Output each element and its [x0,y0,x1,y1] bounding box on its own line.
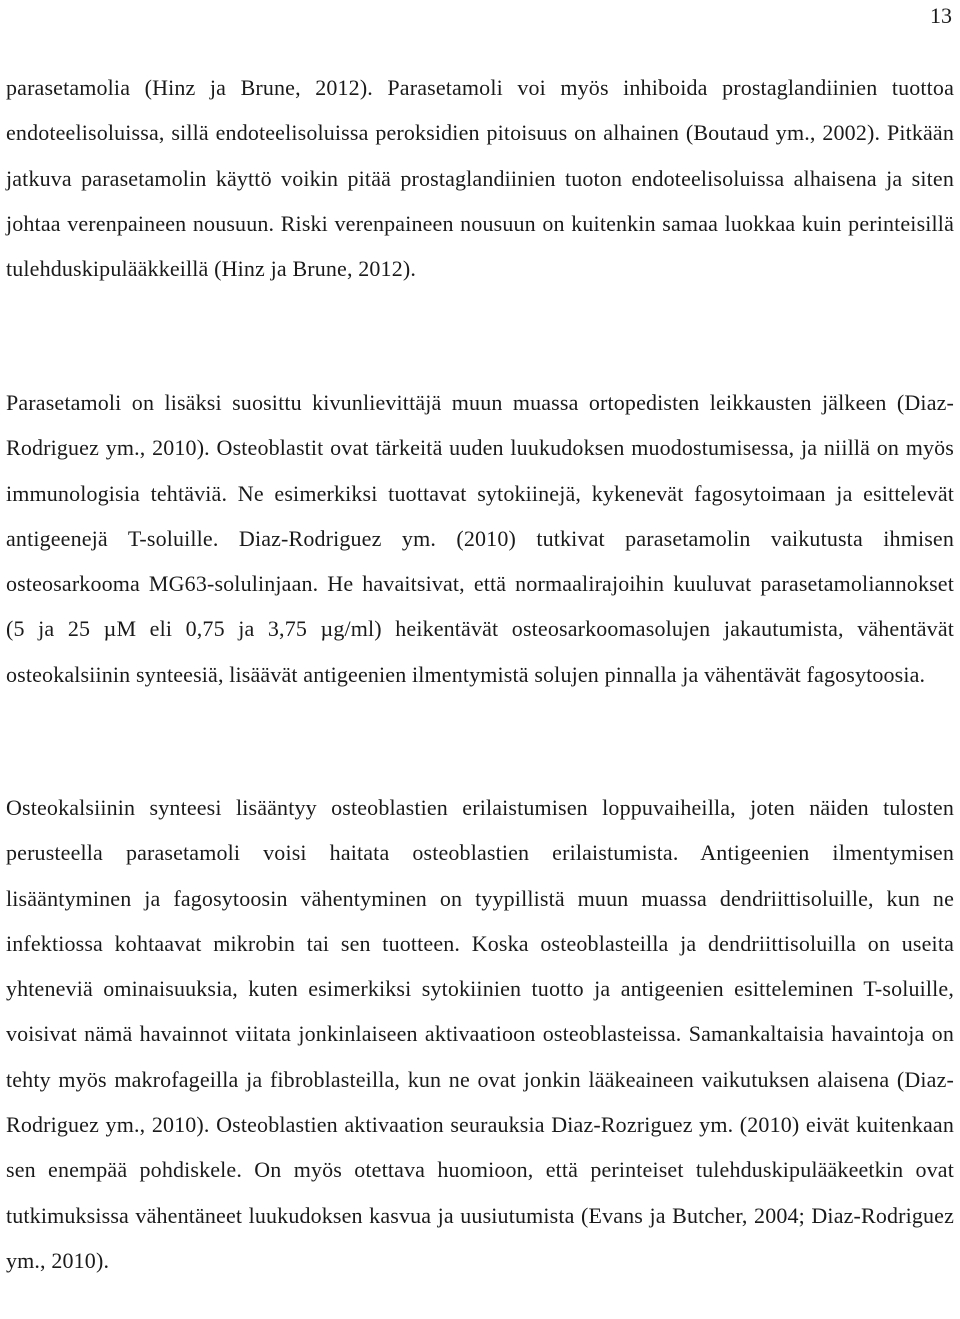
paragraph-3: Osteokalsiinin synteesi lisääntyy osteoblastien erilaistumisen loppuvaiheilla, joten näiden tulosten perusteella parasetamoli voisi haitata osteoblastien erilaistumista. Antigeenien ilmentymisen lisääntyminen ja fagosytoosin vähentyminen on tyypillistä muun muassa dendriittisoluille, kun ne infektiossa kohtaavat mikrobin tai sen tuotteen. Koska osteoblasteilla ja dendriittisoluilla on useita yhteneviä ominaisuuksia, kuten esimerkiksi sytokiinien tuotto ja antigeenien esitteleminen T-soluille, voisivat nämä havainnot viitata jonkinlaiseen aktivaatioon osteoblasteissa. Samankaltaisia havaintoja on tehty myös makrofageilla ja fibroblasteilla, kun ne ovat jonkin lääkeaineen vaikutuksen alaisena (Diaz-Rodriguez ym., 2010). Osteoblastien aktivaation seurauksia Diaz-Rozriguez ym. (2010) eivät kuitenkaan sen enempää pohdiskele. On myös otettava huomioon, että perinteiset tulehduskipulääkeetkin ovat tutkimuksissa vähentäneet luukudoksen kasvua ja uusiutumista (Evans ja Butcher, 2004; Diaz-Rodriguez ym., 2010). [6,795,954,1273]
paragraph-2: Parasetamoli on lisäksi suosittu kivunlievittäjä muun muassa ortopedisten leikkausten jälkeen (Diaz-Rodriguez ym., 2010). Osteoblastit ovat tärkeitä uuden luukudoksen muodostumisessa, ja niillä on myös immunologisia tehtäviä. Ne esimerkiksi tuottavat sytokiinejä, kykenevät fagosytoimaan ja esittelevät antigeenejä T-soluille. Diaz-Rodriguez ym. (2010) tutkivat parasetamolin vaikutusta ihmisen osteosarkooma MG63-solulinjaan. He havaitsivat, että normaalirajoihin kuuluvat parasetamoliannokset (5 ja 25 µM eli 0,75 ja 3,75 µg/ml) heikentävät osteosarkoomasolujen jakautumista, vähentävät osteokalsiinin synteesiä, lisäävät antigeenien ilmentymistä solujen pinnalla ja vähentävät fagosytoosia. [6,390,954,687]
paragraph-1: parasetamolia (Hinz ja Brune, 2012). Parasetamoli voi myös inhiboida prostaglandiinien tuottoa endoteelisoluissa, sillä endoteelisoluissa peroksidien pitoisuus on alhainen (Boutaud ym., 2002). Pitkään jatkuva parasetamolin käyttö voikin pitää prostaglandiinien tuoton endoteelisoluissa alhaisena ja siten johtaa verenpaineen nousuun. Riski verenpaineen nousuun on kuitenkin samaa luokkaa kuin perinteisillä tulehduskipulääkkeillä (Hinz ja Brune, 2012). [6,75,954,282]
page-number: 13 [930,3,952,28]
